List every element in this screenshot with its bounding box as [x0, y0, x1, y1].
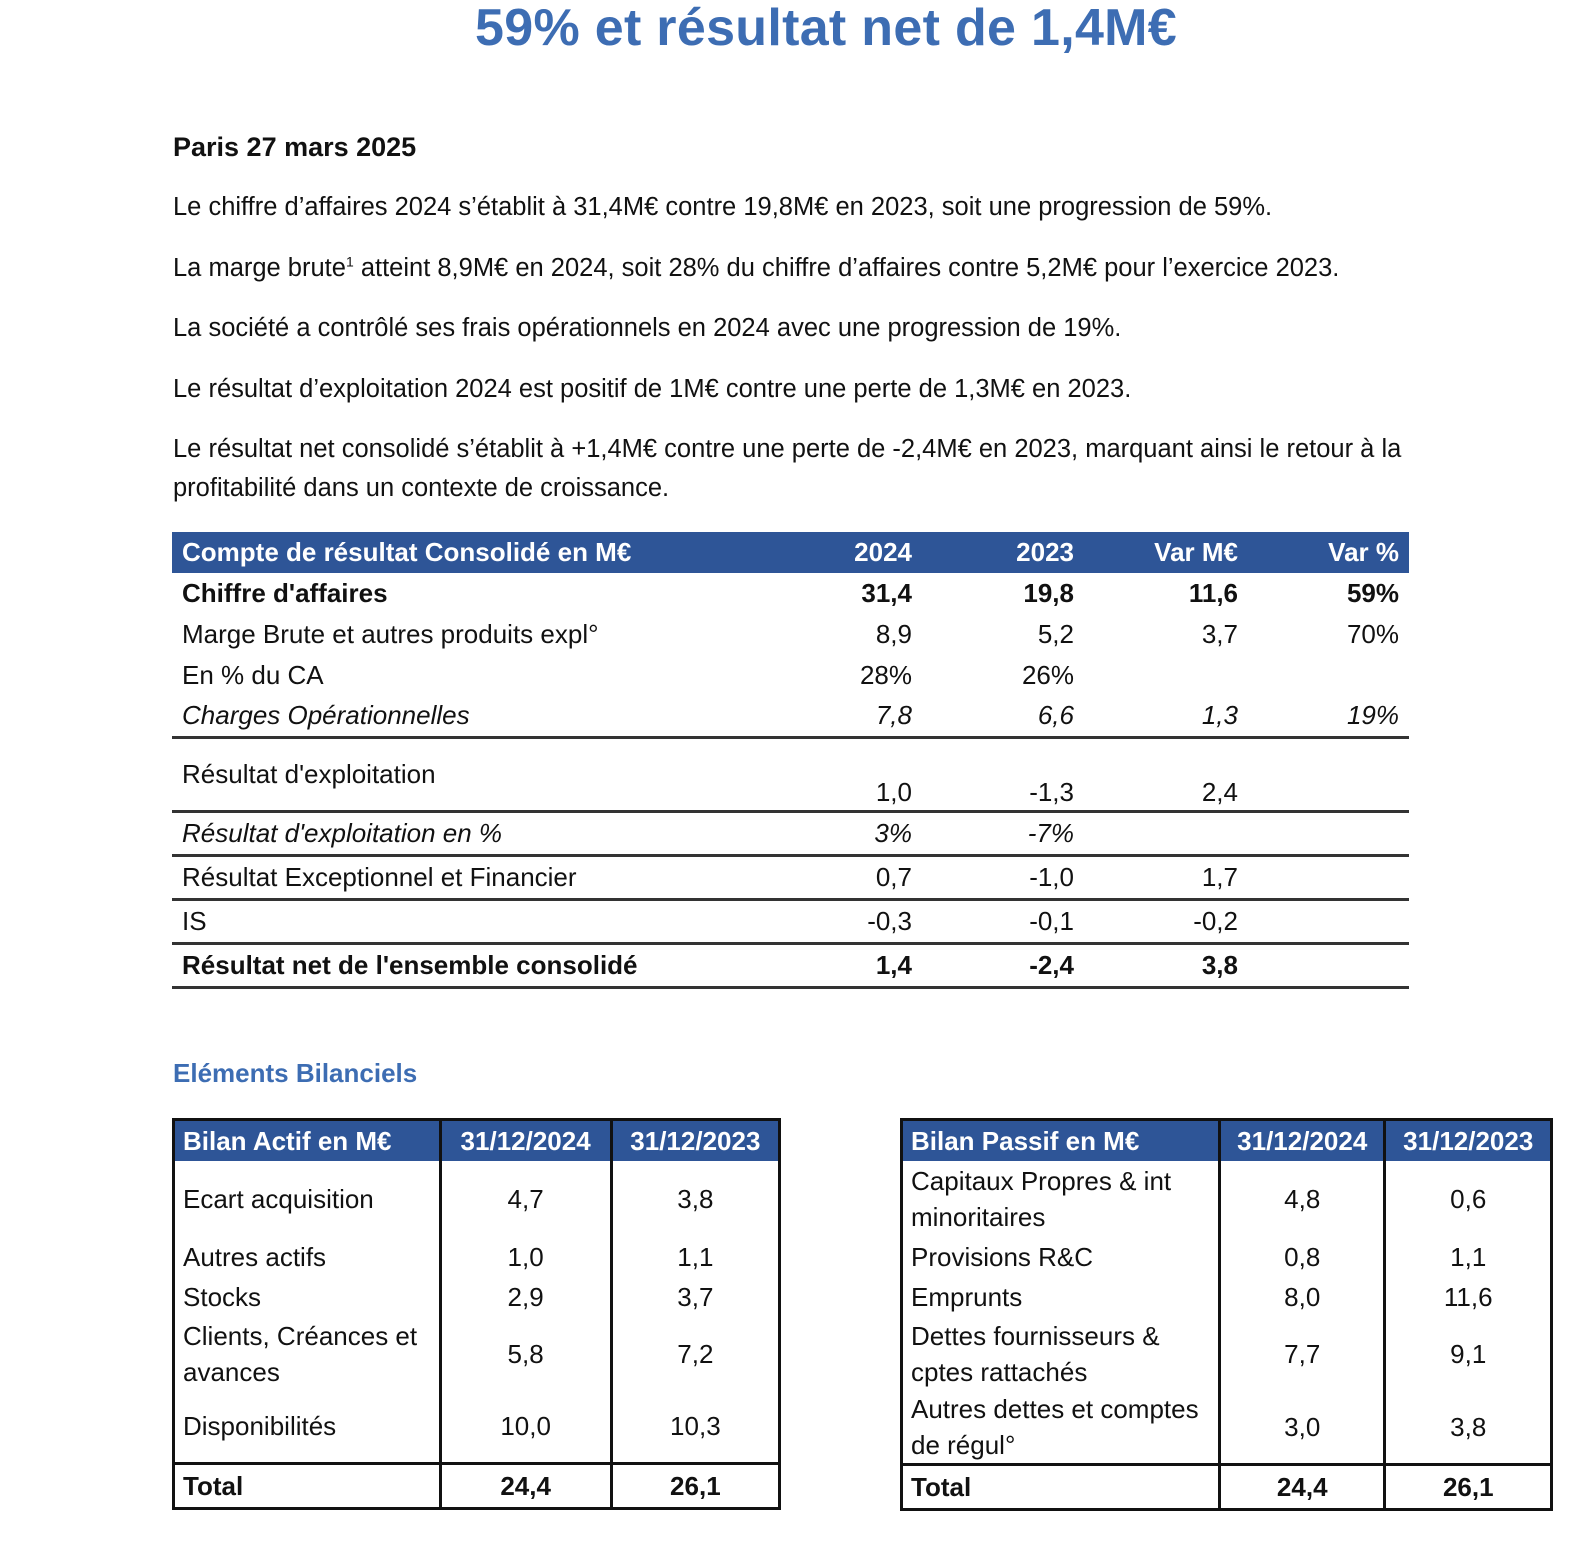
balance-sheet-section-title: Eléments Bilanciels [173, 1058, 418, 1088]
cell-var-percent: 19% [1248, 696, 1409, 737]
cell-2024: 3% [812, 811, 922, 855]
cell-2024: 7,8 [812, 696, 922, 737]
cell-2024: 4,8 [1219, 1161, 1385, 1237]
header-2023: 31/12/2023 [1385, 1120, 1552, 1162]
total-2024: 24,4 [440, 1463, 611, 1508]
cell-2024: 8,9 [875, 619, 912, 649]
cell-var-percent [1248, 737, 1409, 811]
cell-var-percent: 59% [1346, 578, 1399, 608]
cell-2023: -0,1 [922, 899, 1084, 943]
header-2024: 2024 [812, 532, 922, 573]
cell-2023: 9,1 [1385, 1317, 1552, 1391]
gross-margin-text: La marge brute [173, 253, 346, 282]
total-2023: 26,1 [1385, 1465, 1552, 1510]
row-label: IS [172, 899, 812, 943]
header-label: Compte de résultat Consolidé en M€ [172, 532, 812, 573]
assets-total-row [174, 1463, 780, 1508]
row-operating-charges [172, 696, 1409, 737]
row-gross-margin [172, 614, 1409, 655]
cell-2024: 10,0 [440, 1391, 611, 1463]
cell-2024: 5,8 [440, 1317, 611, 1391]
footnote-marker: 1 [345, 253, 354, 269]
cell-var-percent [1248, 943, 1409, 987]
row-label: Disponibilités [183, 1411, 337, 1442]
cell-2024: 0,8 [1219, 1237, 1385, 1277]
cell-var-percent [1248, 811, 1409, 855]
cell-2024: 1,0 [812, 737, 922, 811]
row-income-tax [172, 899, 1409, 943]
row-label: Provisions R&C [911, 1242, 1094, 1272]
cell-2023: 3,8 [611, 1161, 779, 1237]
cell-2023: 7,2 [611, 1317, 779, 1391]
cell-2024: 3,0 [1219, 1391, 1385, 1465]
assets-row-stocks [174, 1277, 780, 1317]
liabilities-header-row [902, 1120, 1552, 1162]
paragraph-operating-result: Le résultat d’exploitation 2024 est positif de 1M€ contre une perte de 1,3M€ en 2023. [173, 374, 1132, 403]
row-label: Ecart acquisition [183, 1184, 374, 1214]
header-var-percent: Var % [1248, 532, 1409, 573]
cell-2023: -7% [922, 811, 1084, 855]
cell-2023: 0,6 [1385, 1161, 1552, 1237]
cell-2024: 0,7 [812, 855, 922, 899]
row-label: Autres dettes et comptes de régul° [911, 1394, 1199, 1460]
row-label: Résultat net de l'ensemble consolidé [172, 943, 812, 987]
cell-var-amount: 3,8 [1084, 943, 1248, 987]
row-revenue [172, 573, 1409, 614]
cell-2024: 8,0 [1219, 1277, 1385, 1317]
row-operating-result-percent [172, 811, 1409, 855]
total-label: Total [174, 1463, 441, 1508]
cell-2024: -0,3 [812, 899, 922, 943]
assets-row-other [174, 1237, 780, 1277]
row-label: Clients, Créances et avances [183, 1321, 418, 1387]
row-label: Stocks [183, 1282, 262, 1312]
row-label: En % du CA [182, 660, 324, 690]
cell-2024: 7,7 [1219, 1317, 1385, 1391]
row-exceptional-financial [172, 855, 1409, 899]
cell-var-percent: 70% [1346, 619, 1399, 649]
paragraph-opex: La société a contrôlé ses frais opérationnels en 2024 avec une progression de 19%. [173, 314, 1122, 342]
cell-var-percent [1248, 655, 1409, 696]
header-label: Bilan Passif en M€ [902, 1120, 1220, 1162]
cell-2023: 1,1 [1385, 1237, 1552, 1277]
cell-2023: -1,0 [922, 855, 1084, 899]
row-operating-result [172, 737, 1409, 811]
cell-var-amount [1084, 655, 1248, 696]
row-label: Autres actifs [183, 1242, 327, 1272]
income-statement-table [172, 532, 1409, 989]
row-margin-percent [172, 655, 1409, 696]
cell-2024: 28% [859, 660, 912, 690]
cell-2024: 4,7 [440, 1161, 611, 1237]
total-2023: 26,1 [611, 1463, 779, 1508]
cell-var-amount: -0,2 [1084, 899, 1248, 943]
cell-2024: 31,4 [861, 578, 912, 608]
gross-margin-text-rest: atteint 8,9M€ en 2024, soit 28% du chiffre d’affaires contre 5,2M€ pour l’exercice 2023. [353, 253, 1340, 282]
cell-2023: 1,1 [611, 1237, 779, 1277]
cell-2024: 1,4 [812, 943, 922, 987]
balance-sheet-liabilities-table [900, 1118, 1553, 1511]
row-label: Dettes fournisseurs & cptes rattachés [911, 1321, 1160, 1387]
liabilities-row-provisions [902, 1237, 1552, 1277]
header-var-amount: Var M€ [1084, 532, 1248, 573]
cell-2023: -2,4 [922, 943, 1084, 987]
total-label: Total [902, 1465, 1220, 1510]
income-statement-header-row [172, 532, 1409, 573]
assets-row-receivables [174, 1317, 780, 1391]
cell-var-amount: 1,7 [1084, 855, 1248, 899]
release-date: Paris 27 mars 2025 [173, 132, 417, 162]
row-label: Résultat Exceptionnel et Financier [172, 855, 812, 899]
row-label: Emprunts [911, 1282, 1023, 1312]
header-2023: 2023 [922, 532, 1084, 573]
cell-2023: 26% [1021, 660, 1074, 690]
cell-2023: 5,2 [1037, 619, 1074, 649]
liabilities-row-equity [902, 1161, 1552, 1237]
liabilities-total-row [902, 1465, 1552, 1510]
row-label: Chiffre d'affaires [182, 578, 388, 608]
press-release-body [173, 126, 1493, 529]
row-label: Charges Opérationnelles [172, 696, 812, 737]
cell-2023: 11,6 [1385, 1277, 1552, 1317]
header-2024: 31/12/2024 [1219, 1120, 1385, 1162]
cell-var-amount: 3,7 [1201, 619, 1238, 649]
cell-2023: 3,7 [611, 1277, 779, 1317]
header-2023: 31/12/2023 [611, 1120, 779, 1162]
row-label: Marge Brute et autres produits expl° [182, 619, 599, 649]
liabilities-row-other-debts [902, 1391, 1552, 1465]
row-net-result [172, 943, 1409, 987]
cell-var-amount: 11,6 [1188, 578, 1238, 608]
cell-var-percent [1248, 855, 1409, 899]
assets-header-row [174, 1120, 780, 1162]
paragraph-revenue: Le chiffre d’affaires 2024 s’établit à 31,4M€ contre 19,8M€ en 2023, soit une progression de 59%. [173, 193, 1273, 221]
cell-var-amount [1084, 811, 1248, 855]
cell-2023: 6,6 [922, 696, 1084, 737]
header-label: Bilan Actif en M€ [174, 1120, 441, 1162]
paragraph-gross-margin [173, 249, 1493, 288]
assets-row-cash [174, 1391, 780, 1463]
cell-var-amount: 1,3 [1084, 696, 1248, 737]
liabilities-row-borrowings [902, 1277, 1552, 1317]
total-2024: 24,4 [1219, 1465, 1385, 1510]
cell-2024: 2,9 [440, 1277, 611, 1317]
row-label: Résultat d'exploitation [172, 737, 812, 811]
liabilities-row-suppliers [902, 1317, 1552, 1391]
balance-sheet-assets-table [172, 1118, 781, 1510]
cell-2023: 19,8 [1023, 578, 1074, 608]
cell-2023: 3,8 [1385, 1391, 1552, 1465]
cell-var-percent [1248, 899, 1409, 943]
row-label: Capitaux Propres & int minoritaires [911, 1166, 1172, 1232]
row-label: Résultat d'exploitation en % [172, 811, 812, 855]
paragraph-net-result: Le résultat net consolidé s’établit à +1,4M€ contre une perte de -2,4M€ en 2023, marquant ainsi le retour à la profitabilité dans un contexte de croissance. [173, 435, 1402, 502]
header-2024: 31/12/2024 [440, 1120, 611, 1162]
assets-row-goodwill [174, 1161, 780, 1237]
cell-2023: -1,3 [922, 737, 1084, 811]
cell-var-amount: 2,4 [1084, 737, 1248, 811]
cell-2024: 1,0 [440, 1237, 611, 1277]
page-title: 59% et résultat net de 1,4M€ [475, 0, 1177, 57]
cell-2023: 10,3 [611, 1391, 779, 1463]
